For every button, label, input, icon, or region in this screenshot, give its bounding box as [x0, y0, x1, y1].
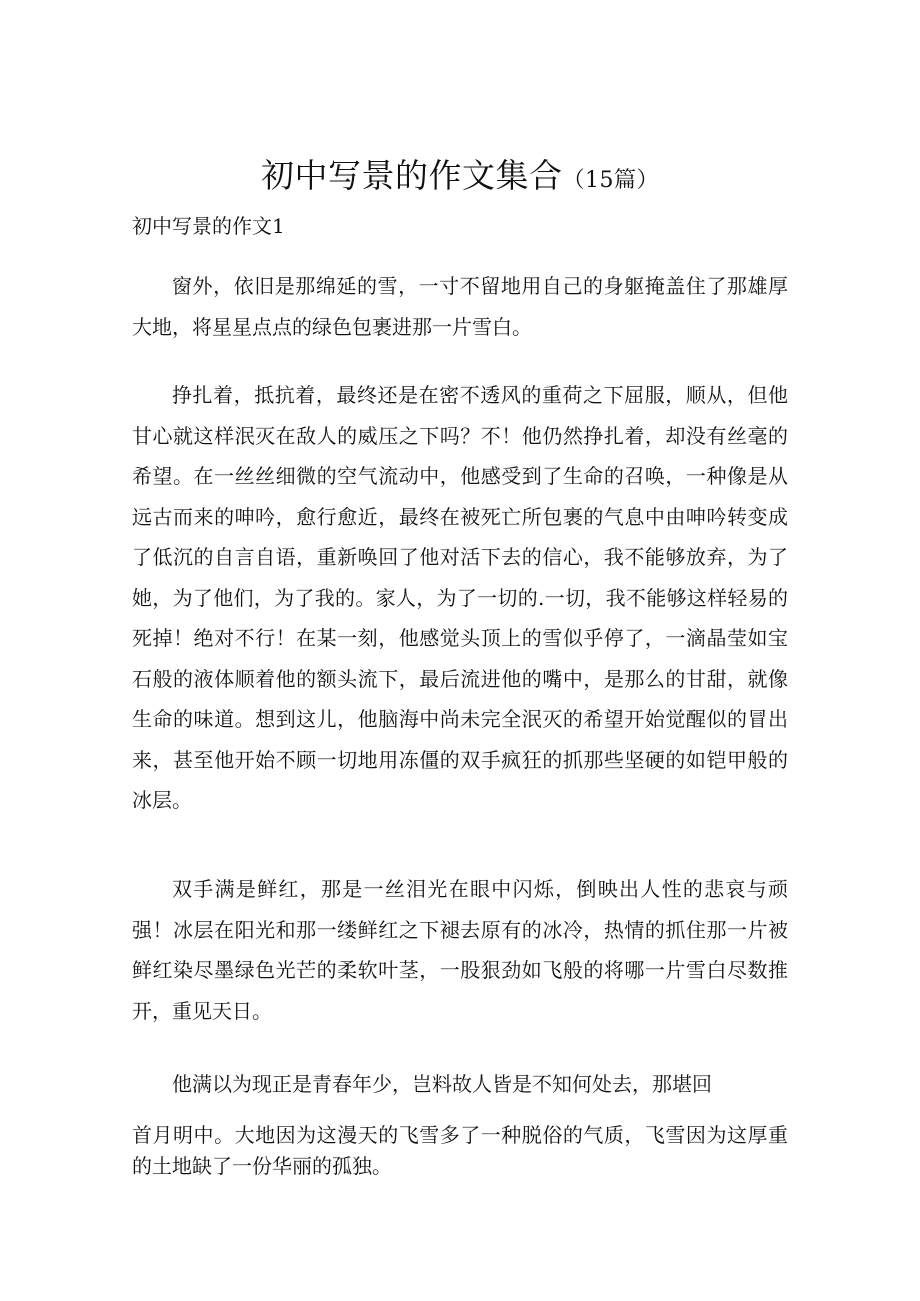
essay-subtitle: 初中写景的作文1	[132, 214, 285, 238]
title-text: 初中写景的作文集合	[261, 156, 563, 195]
paragraph-2: 挣扎着，抵抗着，最终还是在密不透风的重荷之下屈服，顺从，但他甘心就这样泯灭在敌人的威压之下吗？不！他仍然挣扎着，却没有丝毫的希望。在一丝丝细微的空气流动中，他感受到了生命的召唤，一种像是从远古而来的呻吟，愈行愈近，最终在被死亡所包裹的气息中由呻吟转变成了低沉的自言自语，重新唤回了他对活下去的信心，我不能够放弃，为了她，为了他们，为了我的。家人，为了一切的.一切，我不能够这样轻易的死掉！绝对不行！在某一刻，他感觉头顶上的雪似乎停了，一滴晶莹如宝石般的液体顺着他的额头流下，最后流进他的嘴中，是那么的甘甜，就像生命的味道。想到这儿，他脑海中尚未完全泯灭的希望开始觉醒似的冒出来，甚至他开始不顾一切地用冻僵的双手疯狂的抓那些坚硬的如铠甲般的冰层。	[132, 383, 788, 812]
title-count: （15篇）	[562, 168, 659, 193]
paragraph-1: 窗外，依旧是那绵延的雪，一寸不留地用自己的身躯掩盖住了那雄厚大地，将星星点点的绿色包裹进那一片雪白。	[132, 274, 788, 339]
paragraph-4-line-1: 他满以为现正是青春年少，岂料故人皆是不知何处去，那堪回	[172, 1072, 712, 1096]
paragraph-3: 双手满是鲜红，那是一丝泪光在眼中闪烁，倒映出人性的悲哀与顽强！冰层在阳光和那一缕鲜红之下褪去原有的冰冷，热情的抓住那一片被鲜红染尽墨绿色光芒的柔软叶茎，一股狠劲如飞般的将哪一片雪白尽数推开，重见天日。	[132, 877, 788, 1023]
page-title	[0, 148, 920, 209]
paragraph-4-rest: 首月明中。大地因为这漫天的飞雪多了一种脱俗的气质，飞雪因为这厚重的土地缺了一份华丽的孤独。	[132, 1123, 788, 1178]
